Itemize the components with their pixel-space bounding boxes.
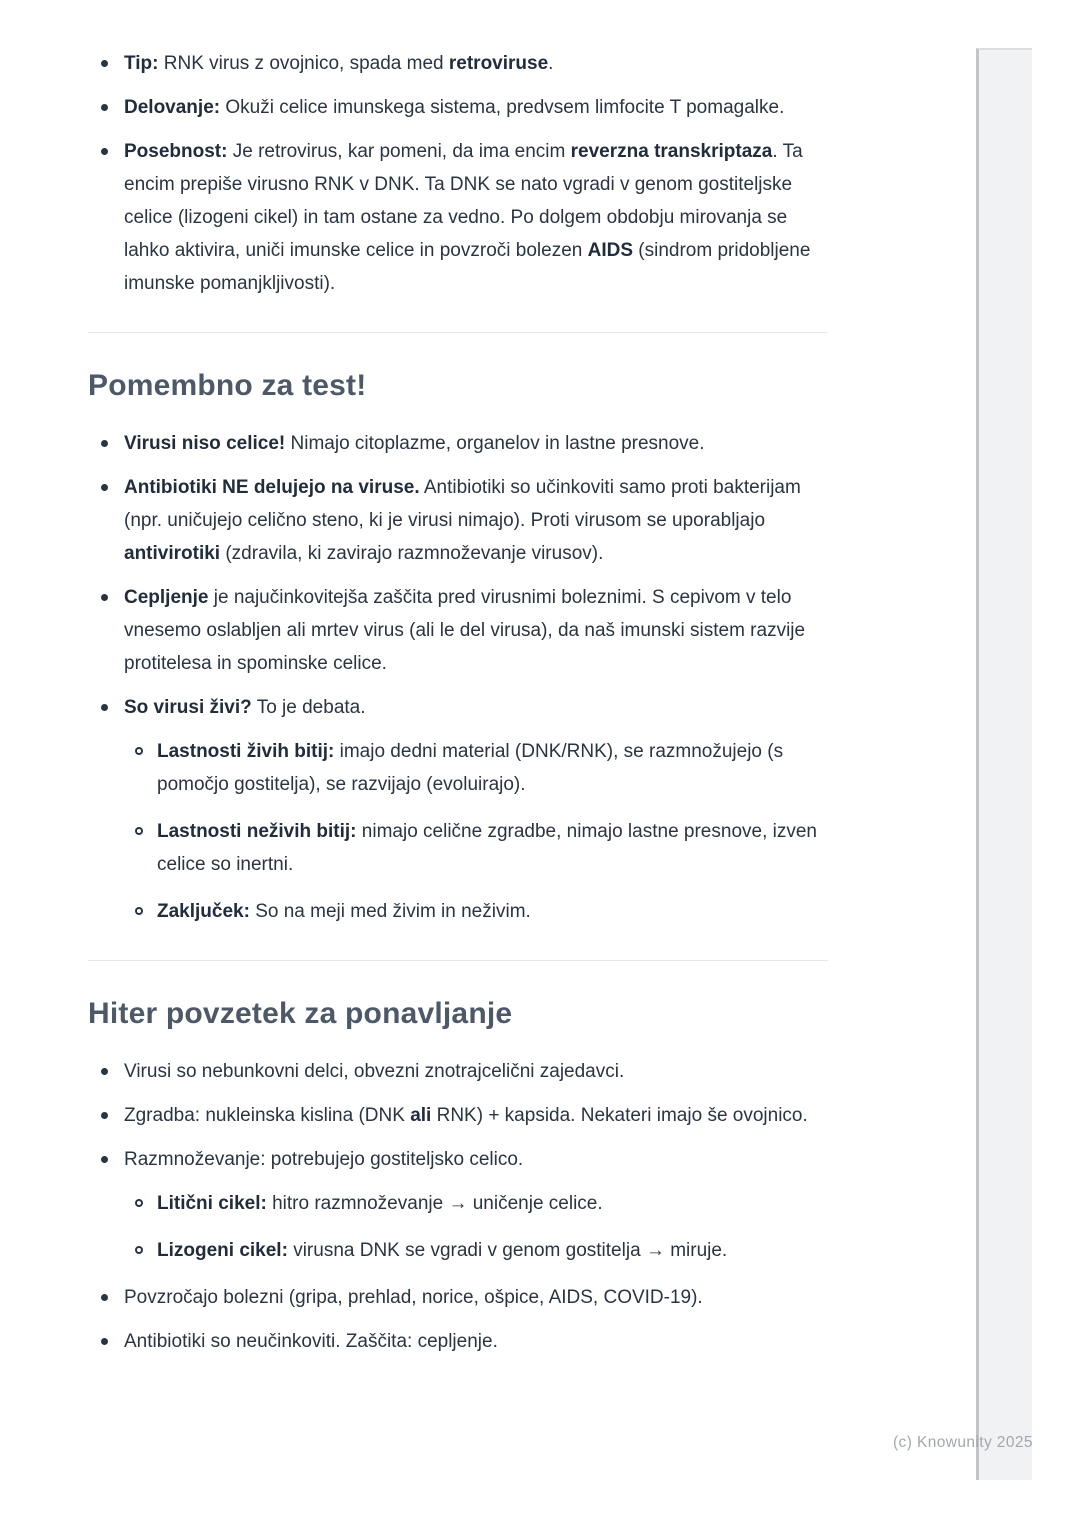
important-for-test-list	[88, 427, 836, 928]
section-heading-important: Pomembno za test!	[88, 369, 367, 402]
dot-bullet-icon	[101, 440, 108, 447]
list-item	[88, 1055, 836, 1088]
list-item-text: Antibiotiki so neučinkoviti. Zaščita: cepljenje.	[124, 1331, 498, 1352]
list-item-text: Virusi niso celice! Nimajo citoplazme, organelov in lastne presnove.	[124, 433, 705, 454]
circle-bullet-icon	[135, 747, 143, 755]
list-item-text: Povzročajo bolezni (gripa, prehlad, norice, ošpice, AIDS, COVID-19).	[124, 1287, 703, 1308]
list-item	[88, 135, 836, 300]
list-item-text: Lizogeni cikel: virusna DNK se vgradi v genom gostitelja → miruje.	[157, 1240, 728, 1261]
list-item	[88, 1143, 836, 1176]
list-item	[88, 1281, 836, 1314]
list-item	[88, 1325, 836, 1358]
quick-summary-list	[88, 1055, 836, 1358]
dot-bullet-icon	[101, 1338, 108, 1345]
circle-bullet-icon	[135, 1199, 143, 1207]
dot-bullet-icon	[101, 60, 108, 67]
list-item	[88, 427, 836, 460]
list-item-text: Cepljenje je najučinkovitejša zaščita pred virusnimi boleznimi. S cepivom v telo vnesemo oslabljen ali mrtev virus (ali le del virusa), da naš imunski sistem razvije protitelesa in spominske celice.	[124, 587, 806, 674]
list-item-text: Delovanje: Okuži celice imunskega sistema, predvsem limfocite T pomagalke.	[124, 97, 785, 118]
list-item-text: Litični cikel: hitro razmnoževanje → uničenje celice.	[157, 1193, 603, 1214]
list-item	[121, 895, 836, 928]
list-item	[121, 1187, 836, 1220]
list-item	[88, 581, 836, 680]
section-divider	[88, 332, 828, 333]
circle-bullet-icon	[135, 1246, 143, 1254]
dot-bullet-icon	[101, 1112, 108, 1119]
dot-bullet-icon	[101, 104, 108, 111]
list-item	[88, 1099, 836, 1132]
list-item	[121, 735, 836, 801]
list-item	[88, 691, 836, 724]
list-item-text: So virusi živi? To je debata.	[124, 697, 366, 718]
list-item-text: Zaključek: So na meji med živim in neživim.	[157, 901, 531, 922]
document-content	[88, 0, 836, 1358]
circle-bullet-icon	[135, 907, 143, 915]
section-heading-summary: Hiter povzetek za ponavljanje	[88, 997, 513, 1030]
list-item	[88, 471, 836, 570]
dot-bullet-icon	[101, 1156, 108, 1163]
list-item	[88, 91, 836, 124]
dot-bullet-icon	[101, 1294, 108, 1301]
list-item-text: Posebnost: Je retrovirus, kar pomeni, da ima encim reverzna transkriptaza. Ta encim prepiše virusno RNK v DNK. Ta DNK se nato vgradi v genom gostiteljske celice (lizogeni cikel) in tam ostane za vedno. Po dolgem obdobju mirovanja se lahko aktivira, uniči imunske celice in povzroči bolezen AIDS (sindrom pridobljene imunske pomanjkljivosti).	[124, 141, 811, 294]
list-item-text: Antibiotiki NE delujejo na viruse. Antibiotiki so učinkoviti samo proti bakterijam (npr. uničujejo celično steno, ki je virusi nimajo). Proti virusom se uporabljajo antivirotiki (zdravila, ki zavirajo razmnoževanje virusov).	[124, 477, 801, 564]
list-item	[121, 1234, 836, 1267]
list-item	[121, 815, 836, 881]
list-item-text: Razmnoževanje: potrebujejo gostiteljsko celico.	[124, 1149, 524, 1170]
watermark-text: (c) Knowunity 2025	[893, 1434, 1033, 1451]
list-item-text: Virusi so nebunkovni delci, obvezni znotrajcelični zajedavci.	[124, 1061, 625, 1082]
list-item-text: Zgradba: nukleinska kislina (DNK ali RNK) + kapsida. Nekateri imajo še ovojnico.	[124, 1105, 808, 1126]
section-divider	[88, 960, 828, 961]
list-item-text: Tip: RNK virus z ovojnico, spada med retroviruse.	[124, 53, 554, 74]
scrollbar-track[interactable]	[976, 48, 1032, 1480]
dot-bullet-icon	[101, 594, 108, 601]
list-item-text: Lastnosti živih bitij: imajo dedni material (DNK/RNK), se razmnožujejo (s pomočjo gostitelja), se razvijajo (evoluirajo).	[157, 741, 784, 795]
circle-bullet-icon	[135, 827, 143, 835]
dot-bullet-icon	[101, 1068, 108, 1075]
dot-bullet-icon	[101, 484, 108, 491]
dot-bullet-icon	[101, 704, 108, 711]
virus-properties-list	[88, 47, 836, 300]
list-item-text: Lastnosti neživih bitij: nimajo celične zgradbe, nimajo lastne presnove, izven celice so inertni.	[157, 821, 817, 875]
dot-bullet-icon	[101, 148, 108, 155]
list-item	[88, 47, 836, 80]
